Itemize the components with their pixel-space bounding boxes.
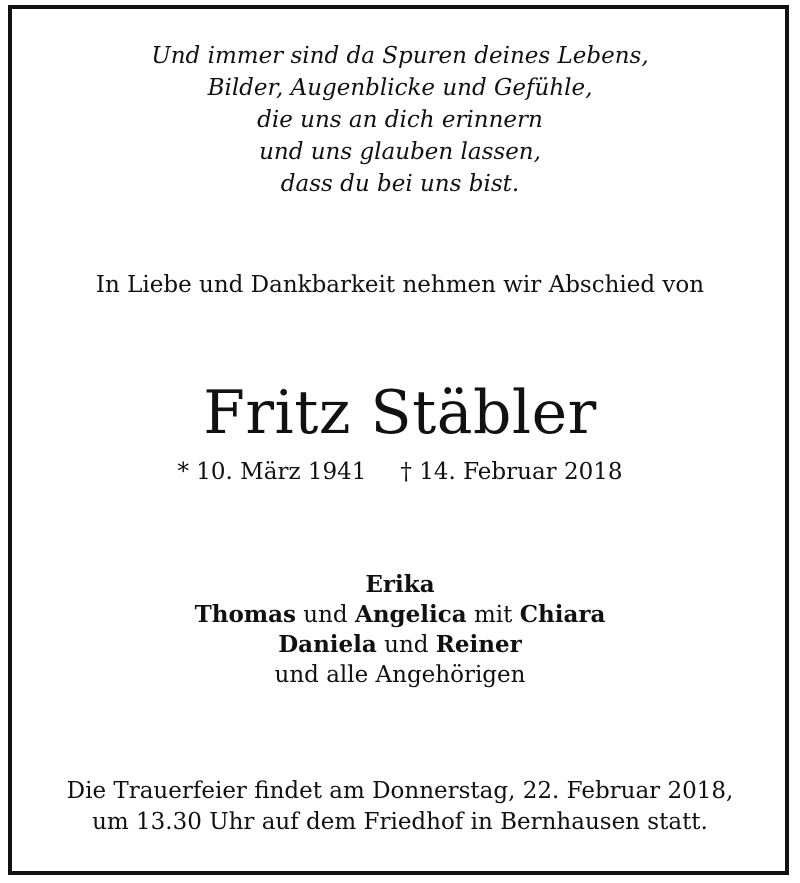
poem-line: die uns an dich erinnern bbox=[257, 107, 543, 133]
life-dates bbox=[0, 457, 800, 487]
mourner-name: Daniela bbox=[278, 631, 377, 658]
funeral-service-info bbox=[0, 776, 800, 838]
mourner-line bbox=[0, 570, 800, 600]
preposition: mit bbox=[473, 602, 513, 628]
mourner-line: und alle Angehörigen bbox=[274, 662, 526, 688]
conjunction: und bbox=[303, 602, 348, 628]
mourner-name: Chiara bbox=[519, 601, 606, 628]
mourner-name: Reiner bbox=[435, 631, 522, 658]
poem-line: Und immer sind da Spuren deines Lebens, bbox=[151, 43, 649, 69]
conjunction: und bbox=[384, 632, 429, 658]
mourner-name: Erika bbox=[365, 571, 435, 598]
service-line: um 13.30 Uhr auf dem Friedhof in Bernhausen statt. bbox=[92, 809, 708, 835]
mourner-name: Angelica bbox=[354, 601, 467, 628]
birth-date: * 10. März 1941 bbox=[177, 459, 367, 485]
mourner-name: Thomas bbox=[194, 601, 296, 628]
mourners-list bbox=[0, 570, 800, 690]
deceased-name: Fritz Stäbler bbox=[203, 378, 597, 448]
poem-line: dass du bei uns bist. bbox=[280, 171, 520, 197]
poem-line: und uns glauben lassen, bbox=[259, 139, 541, 165]
service-line: Die Trauerfeier findet am Donnerstag, 22. Februar 2018, bbox=[66, 778, 734, 804]
death-date: † 14. Februar 2018 bbox=[400, 459, 623, 485]
farewell-intro: In Liebe und Dankbarkeit nehmen wir Abschied von bbox=[95, 272, 705, 298]
poem-line: Bilder, Augenblicke und Gefühle, bbox=[207, 75, 593, 101]
memorial-poem bbox=[0, 40, 800, 200]
mourner-line bbox=[0, 600, 800, 630]
mourner-line bbox=[0, 630, 800, 660]
